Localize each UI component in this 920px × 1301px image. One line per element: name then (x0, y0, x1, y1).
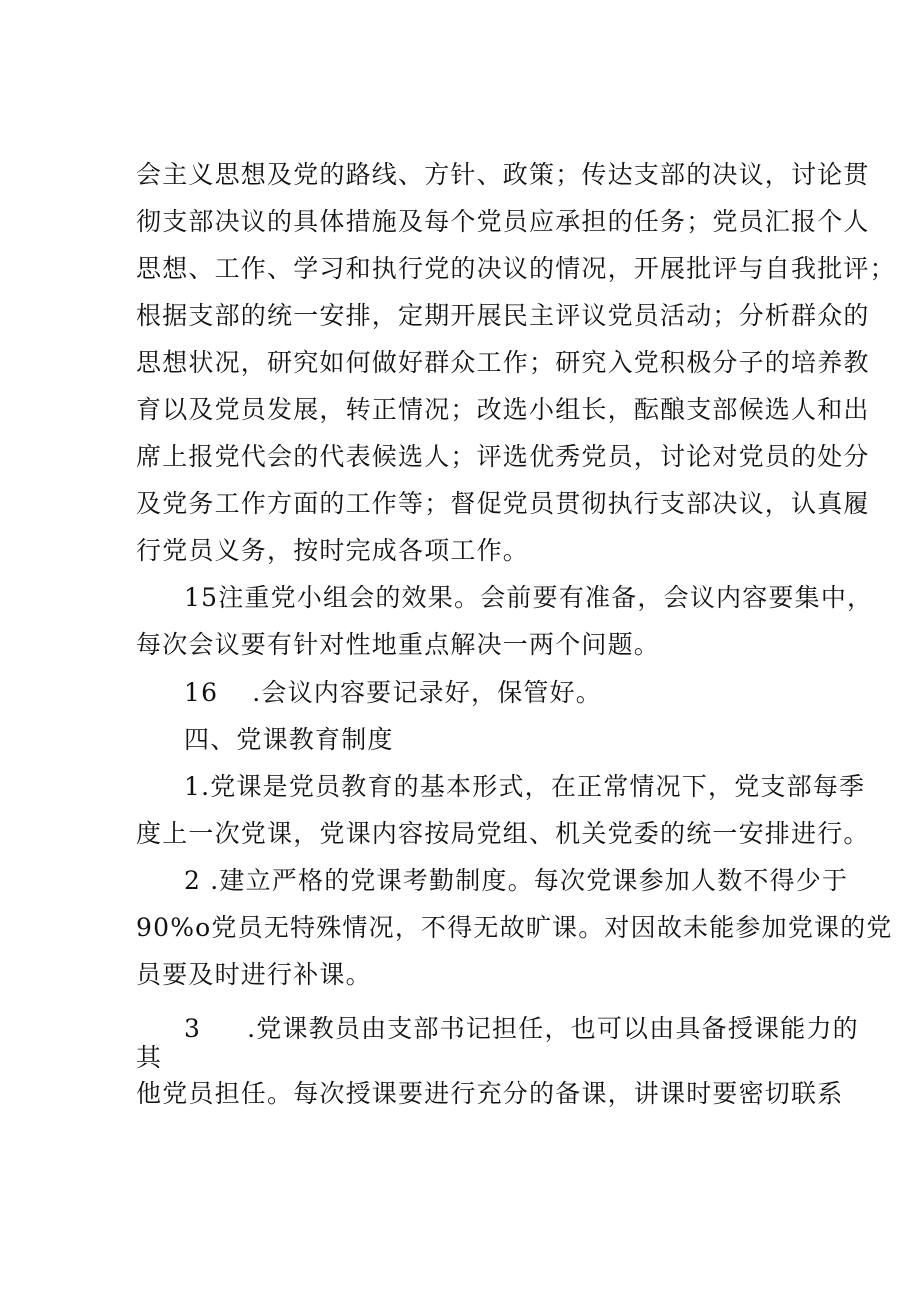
item-16-number: 16 (184, 678, 219, 707)
item-2-line: 员要及时进行补课。 (136, 960, 372, 989)
section-heading: 四、党课教育制度 (184, 725, 394, 754)
item-16 (184, 678, 602, 708)
item-3-line: 他党员担任。每次授课要进行充分的备课，讲课时要密切联系 (136, 1079, 844, 1108)
paragraph-line: 思想状况，研究如何做好群众工作；研究入党积极分子的培养教 (136, 348, 870, 377)
item-2-line: 90%o党员无特殊情况，不得无故旷课。对因故未能参加党课的党 (136, 913, 893, 942)
item-16-text: .会议内容要记录好，保管好。 (252, 678, 602, 707)
item-3-number: 3 (184, 1014, 202, 1043)
item-3-text: .党课教员由支部书记担任，也可以由具备授课能力的 (247, 1014, 859, 1043)
item-15-line: 每次会议要有针对性地重点解决一两个问题。 (136, 630, 661, 659)
paragraph-line: 席上报党代会的代表候选人；评选优秀党员，讨论对党员的处分 (136, 442, 870, 471)
item-1-line: 度上一次党课，党课内容按局党组、机关党委的统一安排进行。 (136, 819, 870, 848)
paragraph-line: 会主义思想及党的路线、方针、政策；传达支部的决议，讨论贯 (136, 160, 870, 189)
paragraph-line: 行党员义务，按时完成各项工作。 (136, 536, 530, 565)
paragraph-line: 及党务工作方面的工作等；督促党员贯彻执行支部决议，认真履 (136, 489, 870, 518)
item-3-line: 其 (136, 1043, 163, 1072)
item-1-line: 1.党课是党员教育的基本形式，在正常情况下，党支部每季 (184, 772, 866, 801)
item-2-line: 2 .建立严格的党课考勤制度。每次党课参加人数不得少于 (184, 866, 849, 895)
paragraph-line: 育以及党员发展，转正情况；改选小组长，酝酿支部候选人和出 (136, 395, 870, 424)
paragraph-line: 根据支部的统一安排，定期开展民主评议党员活动；分析群众的 (136, 301, 870, 330)
item-15-line: 15注重党小组会的效果。会前要有准备，会议内容要集中， (184, 583, 874, 612)
paragraph-line: 思想、工作、学习和执行党的决议的情况，开展批评与自我批评； (136, 254, 896, 283)
paragraph-line: 彻支部决议的具体措施及每个党员应承担的任务；党员汇报个人 (136, 207, 870, 236)
item-3-first-line (184, 1014, 859, 1044)
